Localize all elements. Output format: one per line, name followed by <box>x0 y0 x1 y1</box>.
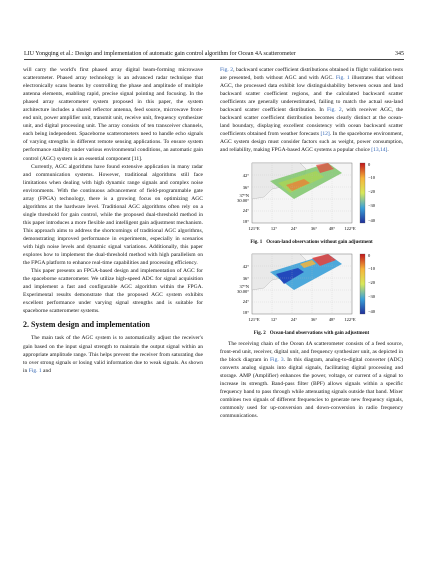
colorbar-tick: −40 <box>368 308 376 314</box>
right-column <box>220 66 403 420</box>
colorbar-tick: −10 <box>368 265 376 271</box>
y-tick-label: 18° <box>242 309 249 315</box>
x-tick-label: 121°E <box>248 316 260 322</box>
x-tick-label: 48° <box>328 316 336 322</box>
x-tick-label: 12° <box>270 316 278 322</box>
running-header <box>24 49 404 60</box>
figure-1-map <box>220 159 403 235</box>
colorbar <box>360 254 365 314</box>
citation-link[interactable]: [13,14] <box>371 147 388 154</box>
paragraph <box>220 66 403 155</box>
caption-text: Ocean-land observations without gain adjustment <box>266 239 373 245</box>
colorbar-tick: −20 <box>368 188 376 194</box>
x-tick-label: 36° <box>310 316 318 322</box>
colorbar-tick: −20 <box>368 279 376 285</box>
figure-link[interactable]: Fig. 1 <box>335 75 350 82</box>
x-tick-label: 12° <box>270 225 278 231</box>
figure-link[interactable]: Fig. 2 <box>327 107 342 114</box>
colorbar-tick: −10 <box>368 174 376 180</box>
y-tick-label: 36° <box>242 184 249 190</box>
x-tick-label: 24° <box>290 316 298 322</box>
colorbar-tick: −30 <box>368 202 376 208</box>
paragraph-text: , backward scatter coefficient distributions obtained in flight validation tests are presented, both without AGC and with AGC. <box>220 67 403 82</box>
y-tick-label: 36° <box>242 275 249 281</box>
figure-caption <box>220 330 403 337</box>
colorbar-tick: −30 <box>368 293 376 299</box>
y-tick-label: 30.00° <box>237 288 249 294</box>
paragraph <box>220 340 403 420</box>
y-tick-label: 42° <box>242 172 249 178</box>
y-tick-label: 18° <box>242 218 249 224</box>
x-tick-label: 121°E <box>248 225 260 231</box>
colorbar-tick: 0 <box>368 252 371 258</box>
paragraph-text: . <box>387 147 389 154</box>
figure-link[interactable]: Fig. 3 <box>269 356 284 363</box>
y-tick-label: 37°N <box>239 192 249 198</box>
paragraph: This paper presents an FPGA-based design and implementation of AGC for the spaceborne scatterometer. We utilize high-speed ADC for signal acquisition and implement a fast and configurable AGC algorithm within the FPGA. Experimental results demonstrate that the proposed AGC system exhibits excellent performance under varying signal strengths and is suitable for spaceborne scatterometer systems. <box>23 268 203 315</box>
paragraph-text: . In this diagram, analog-to-digital converter (ADC) converts analog signals into digital signals, facilitating digital processing and storage. AMP (Amplifier) enhances the power, voltage, or current of a signal to increase its strength. Band-pass filter (BPF) allows signals within a specific frequency band to pass through while attenuating signals outside that band. Mixer combines two signals of different frequencies to generate new frequency signals, commonly used for up-conversion and down-conversion in radio frequency communications. <box>220 356 404 420</box>
y-tick-label: 24° <box>242 298 249 304</box>
colorbar-tick: −40 <box>368 217 376 223</box>
running-title: LIU Yongqing et al.: Design and implementation of automatic gain control algorithm for Ocean 4A scatterometer <box>24 51 296 57</box>
x-tick-label: 36° <box>310 225 318 231</box>
paragraph <box>23 334 203 374</box>
y-tick-label: 24° <box>242 207 249 213</box>
x-tick-label: 48° <box>328 225 336 231</box>
figure-number: Fig. 2 <box>253 330 266 336</box>
y-tick-label: 30.00° <box>237 197 249 203</box>
paragraph: will carry the world's first phased array digital beam-forming microwave scatterometer. Phased array technology is an advanced radar technique that electronically scans beams by controlling the phase and amplitude of multiple antenna elements, enabling rapid, precise signal pointing and focusing. In the phased array scatterometer system proposed in this paper, the system architecture includes a shared reflector antenna, feed source, microwave front-end unit, power amplifier unit, transmit unit, receive unit, frequency synthesizer unit, and digital processing unit. The array consists of ten transceiver channels, each being independent. Spaceborne scatterometers need to handle echo signals of varying strengths in different remote sensing applications. To ensure system performance stability under various environmental conditions, an automatic gain control (AGC) system is an essential component [11]. <box>23 67 203 162</box>
paragraph-text: The receiving chain of the Ocean 4A scatterometer consists of a feed source, front-end unit, receiver, digital unit, and frequency synthesizer unit, as depicted in the block diagram in <box>220 340 403 363</box>
figure-caption <box>220 239 403 246</box>
citation-link[interactable]: [12] <box>320 131 330 138</box>
figure-2 <box>220 250 403 337</box>
y-tick-label: 42° <box>242 263 249 269</box>
paragraph: Currently, AGC algorithms have found extensive application in many radar and communication systems. However, traditional algorithms still face limitations when dealing with high dynamic range signals and complex noise environments. With the continuous advancement of field-programmable gate array (FPGA) technology, there is a growing focus on optimizing AGC algorithms at the hardware level. Traditional AGC algorithms often rely on a single threshold for gain control, while the proposed dual-threshold method in this paper introduces a more flexible and intelligent gain adjustment mechanism. This approach aims to address the shortcomings of traditional AGC algorithms, demonstrating improved performance in experiments, especially in scenarios with high noise levels and dynamic signal variations. Additionally, this paper explores how to implement the dual-threshold method with high parallelism on the FPGA platform to enhance real-time capabilities and processing efficiency. <box>23 163 203 267</box>
paragraph-text: The main task of the AGC system is to automatically adjust the receiver's gain based on the input signal strength to maintain the output signal within an appropriate amplitude range. This helps prevent the receiver from saturating due to over strong signals or losing valid information due to weak signals. As shown in <box>23 335 203 374</box>
x-tick-label: 24° <box>290 225 298 231</box>
page-number: 345 <box>395 51 404 57</box>
paragraph-text: illustrates that without AGC, the processed data exhibit low distinguishability between ocean and land backward scatter coefficient regions, and the calculated backward scatter coefficients are generally underestimated, failing to match the actual sea-land backward scatter coefficient distribution. In <box>220 75 404 114</box>
caption-text: Ocean-land observations with gain adjustment <box>269 330 370 336</box>
figure-1 <box>220 159 403 246</box>
figure-2-map <box>220 250 403 326</box>
colorbar-tick: 0 <box>368 161 371 167</box>
figure-link[interactable]: Fig. 1 <box>28 367 42 374</box>
section-heading: 2. System design and implementation <box>23 320 150 330</box>
x-tick-label: 122°E <box>344 316 356 322</box>
colorbar <box>360 163 365 223</box>
paragraph-text: . In the spaceborne environment, AGC system design must consider factors such as weight, power consumption, and reliability, making FPGA-based AGC systems a popular choice <box>220 131 404 154</box>
figure-link[interactable]: Fig. 2 <box>220 67 234 73</box>
paragraph-text: , with receiver AGC, the backward scatter coefficient distribution becomes clearly distinct at the ocean-land boundary, displaying excellent consistency with ocean backward scatter coefficients obtained from weather forecasts <box>220 107 403 138</box>
paragraph-text: and <box>41 367 52 374</box>
left-column <box>23 66 203 375</box>
figure-number: Fig. 1 <box>250 239 263 245</box>
x-tick-label: 122°E <box>344 225 356 231</box>
y-tick-label: 37°N <box>239 283 249 289</box>
